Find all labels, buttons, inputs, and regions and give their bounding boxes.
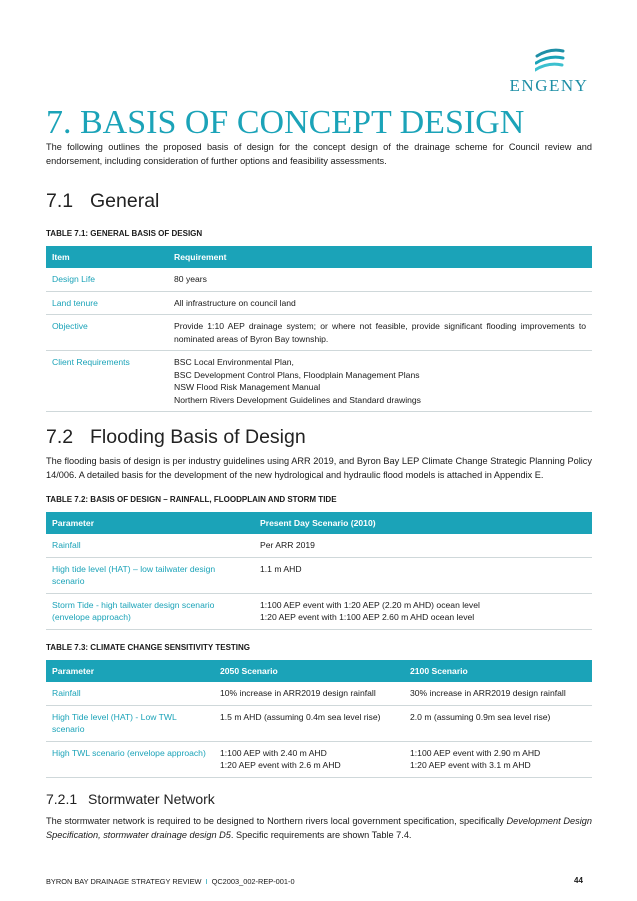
- paragraph-emphasis: Development Design Specification, stormwater drainage design D5: [46, 816, 592, 840]
- table-row: [46, 268, 592, 291]
- row-value: All infrastructure on council land: [168, 291, 592, 315]
- paragraph-text: . Specific requirements are shown Table 7.4.: [230, 829, 412, 840]
- section-7-2-heading: [46, 426, 306, 449]
- footer-doc-number: QC2003_002-REP-001-0: [211, 877, 295, 886]
- section-title: Stormwater Network: [88, 791, 215, 807]
- section-7-2-1-heading: [46, 791, 215, 807]
- section-number: 7.2.1: [46, 791, 78, 807]
- table-7-2-caption: TABLE 7.2: BASIS OF DESIGN – RAINFALL, FLOODPLAIN AND STORM TIDE: [46, 495, 337, 504]
- logo-text: ENGENY: [509, 76, 589, 95]
- row-label: High Tide level (HAT) - Low TWL scenario: [46, 705, 214, 741]
- row-value: 1.1 m AHD: [254, 557, 592, 593]
- requirement-line: BSC Development Control Plans, Floodplain Management Plans: [174, 369, 420, 380]
- row-value: [168, 351, 592, 412]
- column-header: Present Day Scenario (2010): [254, 512, 592, 534]
- row-label: Rainfall: [46, 682, 214, 705]
- value-line: 1:20 AEP event with 1:100 AEP 2.60 m AHD ocean level: [260, 612, 475, 622]
- intro-paragraph: The following outlines the proposed basis of design for the concept design of the drainage scheme for Council review and endorsement, including consideration of further options and feasibility assessments.: [46, 142, 592, 166]
- chapter-number: 7.: [46, 104, 72, 141]
- table-7-2: [46, 512, 592, 630]
- row-value-2100: 30% increase in ARR2019 design rainfall: [404, 682, 592, 705]
- row-value-2050: [214, 741, 404, 777]
- paragraph-text: The stormwater network is required to be designed to Northern rivers local government specification, specifically: [46, 816, 507, 826]
- value-line: 1:100 AEP event with 1:20 AEP (2.20 m AHD) ocean level: [260, 599, 480, 610]
- page-footer: [46, 877, 295, 886]
- value-line: 1:20 AEP event with 2.6 m AHD: [220, 760, 341, 770]
- section-title: General: [90, 190, 160, 212]
- table-row: [46, 291, 592, 315]
- value-line: 1:100 AEP event with 2.90 m AHD: [410, 747, 541, 758]
- table-header-row: [46, 660, 592, 682]
- table-row: [46, 557, 592, 593]
- row-value: 80 years: [168, 268, 592, 291]
- row-value: Provide 1:10 AEP drainage system; or where not feasible, provide significant flooding improvements to nominated areas of Byron Bay township.: [168, 315, 592, 351]
- row-label: High TWL scenario (envelope approach): [46, 741, 214, 777]
- section-7-2-1-paragraph: [46, 815, 592, 842]
- table-row: [46, 741, 592, 777]
- requirement-line: BSC Local Environmental Plan,: [174, 357, 294, 367]
- row-value-2100: 2.0 m (assuming 0.9m sea level rise): [404, 705, 592, 741]
- row-label: Design Life: [46, 268, 168, 291]
- column-header: 2050 Scenario: [214, 660, 404, 682]
- requirement-line: Northern Rivers Development Guidelines and Standard drawings: [174, 394, 421, 405]
- value-line: 1:100 AEP with 2.40 m AHD: [220, 747, 327, 758]
- row-value-2050: 1.5 m AHD (assuming 0.4m sea level rise): [214, 705, 404, 741]
- table-row: [46, 682, 592, 705]
- column-header: Requirement: [168, 246, 592, 268]
- table-header-row: [46, 246, 592, 268]
- table-row: [46, 705, 592, 741]
- chapter-heading: [46, 104, 524, 142]
- table-row: [46, 593, 592, 629]
- row-value: [254, 593, 592, 629]
- chapter-title: BASIS OF CONCEPT DESIGN: [80, 104, 525, 141]
- row-label: Rainfall: [46, 534, 254, 557]
- row-label: High tide level (HAT) – low tailwater design scenario: [46, 557, 254, 593]
- table-7-1-caption: TABLE 7.1: GENERAL BASIS OF DESIGN: [46, 229, 203, 238]
- logo-wave-icon: [535, 48, 565, 76]
- footer-separator: I: [205, 877, 208, 886]
- table-row: [46, 315, 592, 351]
- row-label: Storm Tide - high tailwater design scenario (envelope approach): [46, 593, 254, 629]
- table-header-row: [46, 512, 592, 534]
- row-label: Objective: [46, 315, 168, 351]
- value-line: 1:20 AEP event with 3.1 m AHD: [410, 760, 531, 770]
- section-7-2-paragraph: The flooding basis of design is per industry guidelines using ARR 2019, and Byron Bay LEP Climate Change Strategic Planning Policy 14/006. A detailed basis for the development of the new hydrological and hydraulic flood models is attached in Appendix E.: [46, 456, 592, 480]
- column-header: 2100 Scenario: [404, 660, 592, 682]
- column-header: Parameter: [46, 512, 254, 534]
- page-number: 44: [574, 876, 583, 885]
- table-7-3: [46, 660, 592, 778]
- requirement-line: NSW Flood Risk Management Manual: [174, 382, 321, 392]
- row-label: Client Requirements: [46, 351, 168, 412]
- engeny-logo: [503, 48, 595, 98]
- column-header: Item: [46, 246, 168, 268]
- section-7-1-heading: [46, 190, 159, 213]
- section-number: 7.1: [46, 190, 74, 212]
- table-7-3-caption: TABLE 7.3: CLIMATE CHANGE SENSITIVITY TESTING: [46, 643, 251, 652]
- table-7-1: [46, 246, 592, 412]
- table-row: [46, 351, 592, 412]
- section-title: Flooding Basis of Design: [90, 426, 306, 448]
- row-value-2100: [404, 741, 592, 777]
- footer-title: BYRON BAY DRAINAGE STRATEGY REVIEW: [46, 877, 202, 886]
- row-value: Per ARR 2019: [254, 534, 592, 557]
- row-label: Land tenure: [46, 291, 168, 315]
- section-number: 7.2: [46, 426, 74, 448]
- column-header: Parameter: [46, 660, 214, 682]
- table-row: [46, 534, 592, 557]
- row-value-2050: 10% increase in ARR2019 design rainfall: [214, 682, 404, 705]
